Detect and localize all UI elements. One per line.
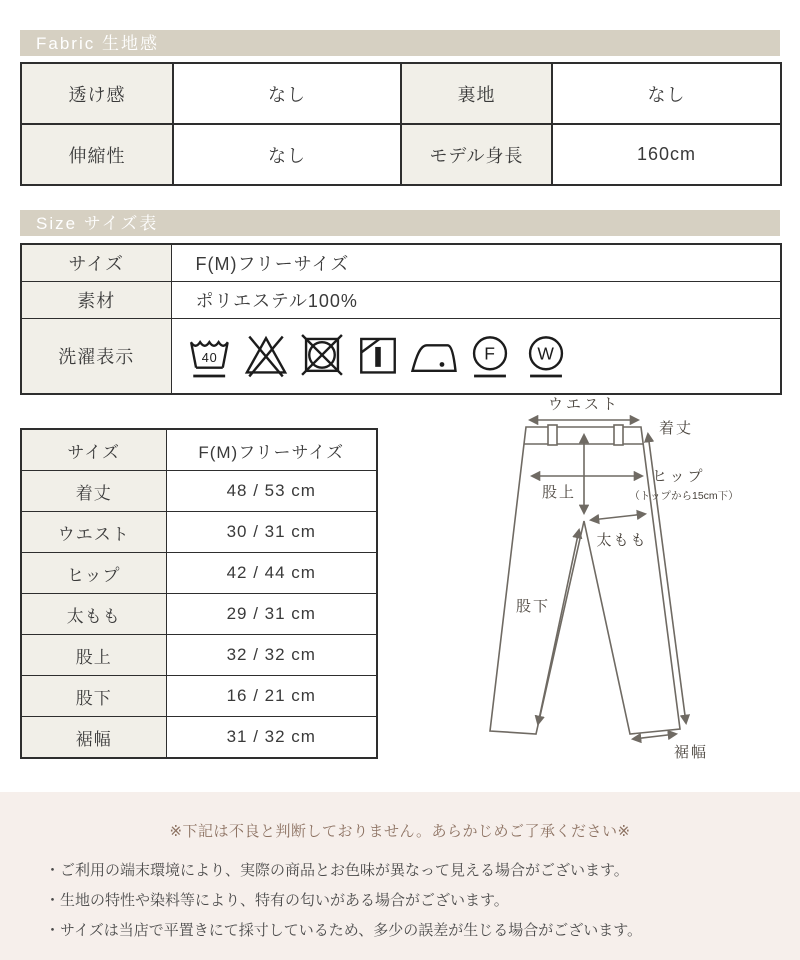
measurement-label-cell: 裾幅 [21,717,166,759]
belt-loop [614,425,623,445]
diagram-label-rise: 股上 [541,484,576,501]
pants-measurement-diagram [428,392,796,788]
measurement-value-cell: 16 / 21 cm [166,676,377,717]
hem-arrow [633,734,676,739]
footer-bullet: ・サイズは当店で平置きにて採寸しているため、多少の誤差が生じる場合がございます。 [45,922,643,939]
measurement-row [21,676,377,717]
size-section-header [20,210,780,236]
measurement-row [21,594,377,635]
fabric-label-cell: 伸縮性 [21,124,173,185]
fabric-value-cell: 160cm [552,124,781,185]
fabric-value-cell: なし [552,63,781,124]
measurement-value-cell: 32 / 32 cm [166,635,377,676]
thigh-arrow [591,514,645,520]
diagram-label-hip-note: （トップから15cm下） [629,490,739,502]
footer-notes [0,792,800,960]
line-dry-shade-icon [354,331,402,382]
measurement-value-cell: 29 / 31 cm [166,594,377,635]
measurement-row [21,512,377,553]
iron-low-heat-icon [410,331,458,382]
fabric-section-header [20,30,780,56]
fabric-table-row [21,63,781,124]
wash-40-gentle-icon [186,331,234,382]
measurement-label-cell: ウエスト [21,512,166,553]
belt-loop [548,425,557,445]
spec-value-cell: F(M)フリーサイズ [171,244,781,282]
spec-label-cell: 素材 [21,282,171,319]
dry-clean-letter: F [483,343,496,364]
measurement-label-cell: 太もも [21,594,166,635]
measurement-value-cell: F(M)フリーサイズ [166,429,377,471]
spec-label-cell: サイズ [21,244,171,282]
measurement-label-cell: 股下 [21,676,166,717]
fabric-info-table [20,62,782,186]
measurement-header-row [21,429,377,471]
spec-label-cell: 洗濯表示 [21,319,171,395]
measurement-value-cell: 48 / 53 cm [166,471,377,512]
footer-bullet-list [45,856,780,946]
spec-table [20,243,782,395]
fabric-label-cell: 透け感 [21,63,173,124]
fabric-value-cell: なし [173,63,401,124]
measurement-label-cell: 着丈 [21,471,166,512]
diagram-label-waist: ウエスト [547,396,621,413]
diagram-label-thigh: 太もも [596,532,648,549]
fabric-section-title: Fabric 生地感 [36,34,159,53]
measurement-row [21,635,377,676]
measurement-value-cell: 42 / 44 cm [166,553,377,594]
measurement-row [21,471,377,512]
measurement-label-cell: サイズ [21,429,166,471]
measurement-value-cell: 30 / 31 cm [166,512,377,553]
fabric-table-row [21,124,781,185]
diagram-label-hip: ヒップ [652,468,706,485]
size-section-title: Size サイズ表 [36,214,159,233]
measurement-label-cell: 股上 [21,635,166,676]
fabric-label-cell: モデル身長 [401,124,552,185]
measurement-row [21,717,377,759]
measurements-table [20,428,378,759]
diagram-label-length: 着丈 [659,420,694,437]
no-tumble-dry-icon [298,331,346,382]
inseam-arrow [538,530,579,724]
footer-notice: ※下記は不良と判断しておりません。あらかじめご了承ください※ [169,823,631,840]
spec-row-care [21,319,781,395]
care-symbols-cell [171,319,781,395]
no-bleach-icon [242,331,290,382]
measurement-label-cell: ヒップ [21,553,166,594]
wash-temp-text: 40 [201,349,217,365]
spec-row-material [21,282,781,319]
footer-bullet: ・ご利用の端末環境により、実際の商品とお色味が異なって見える場合がございます。 [45,862,629,879]
diagram-label-hem: 裾幅 [673,744,709,761]
measurement-value-cell: 31 / 32 cm [166,717,377,759]
spec-value-cell: ポリエステル100% [171,282,781,319]
spec-row-size [21,244,781,282]
diagram-label-inseam: 股下 [515,598,551,615]
footer-bullet: ・生地の特性や染料等により、特有の匂いがある場合がございます。 [45,892,509,909]
wet-clean-w-icon [522,331,570,382]
fabric-value-cell: なし [173,124,401,185]
fabric-label-cell: 裏地 [401,63,552,124]
measurement-row [21,553,377,594]
dry-clean-f-icon [466,331,514,382]
laundry-symbols-row [186,331,781,382]
wet-clean-letter: W [536,343,555,364]
